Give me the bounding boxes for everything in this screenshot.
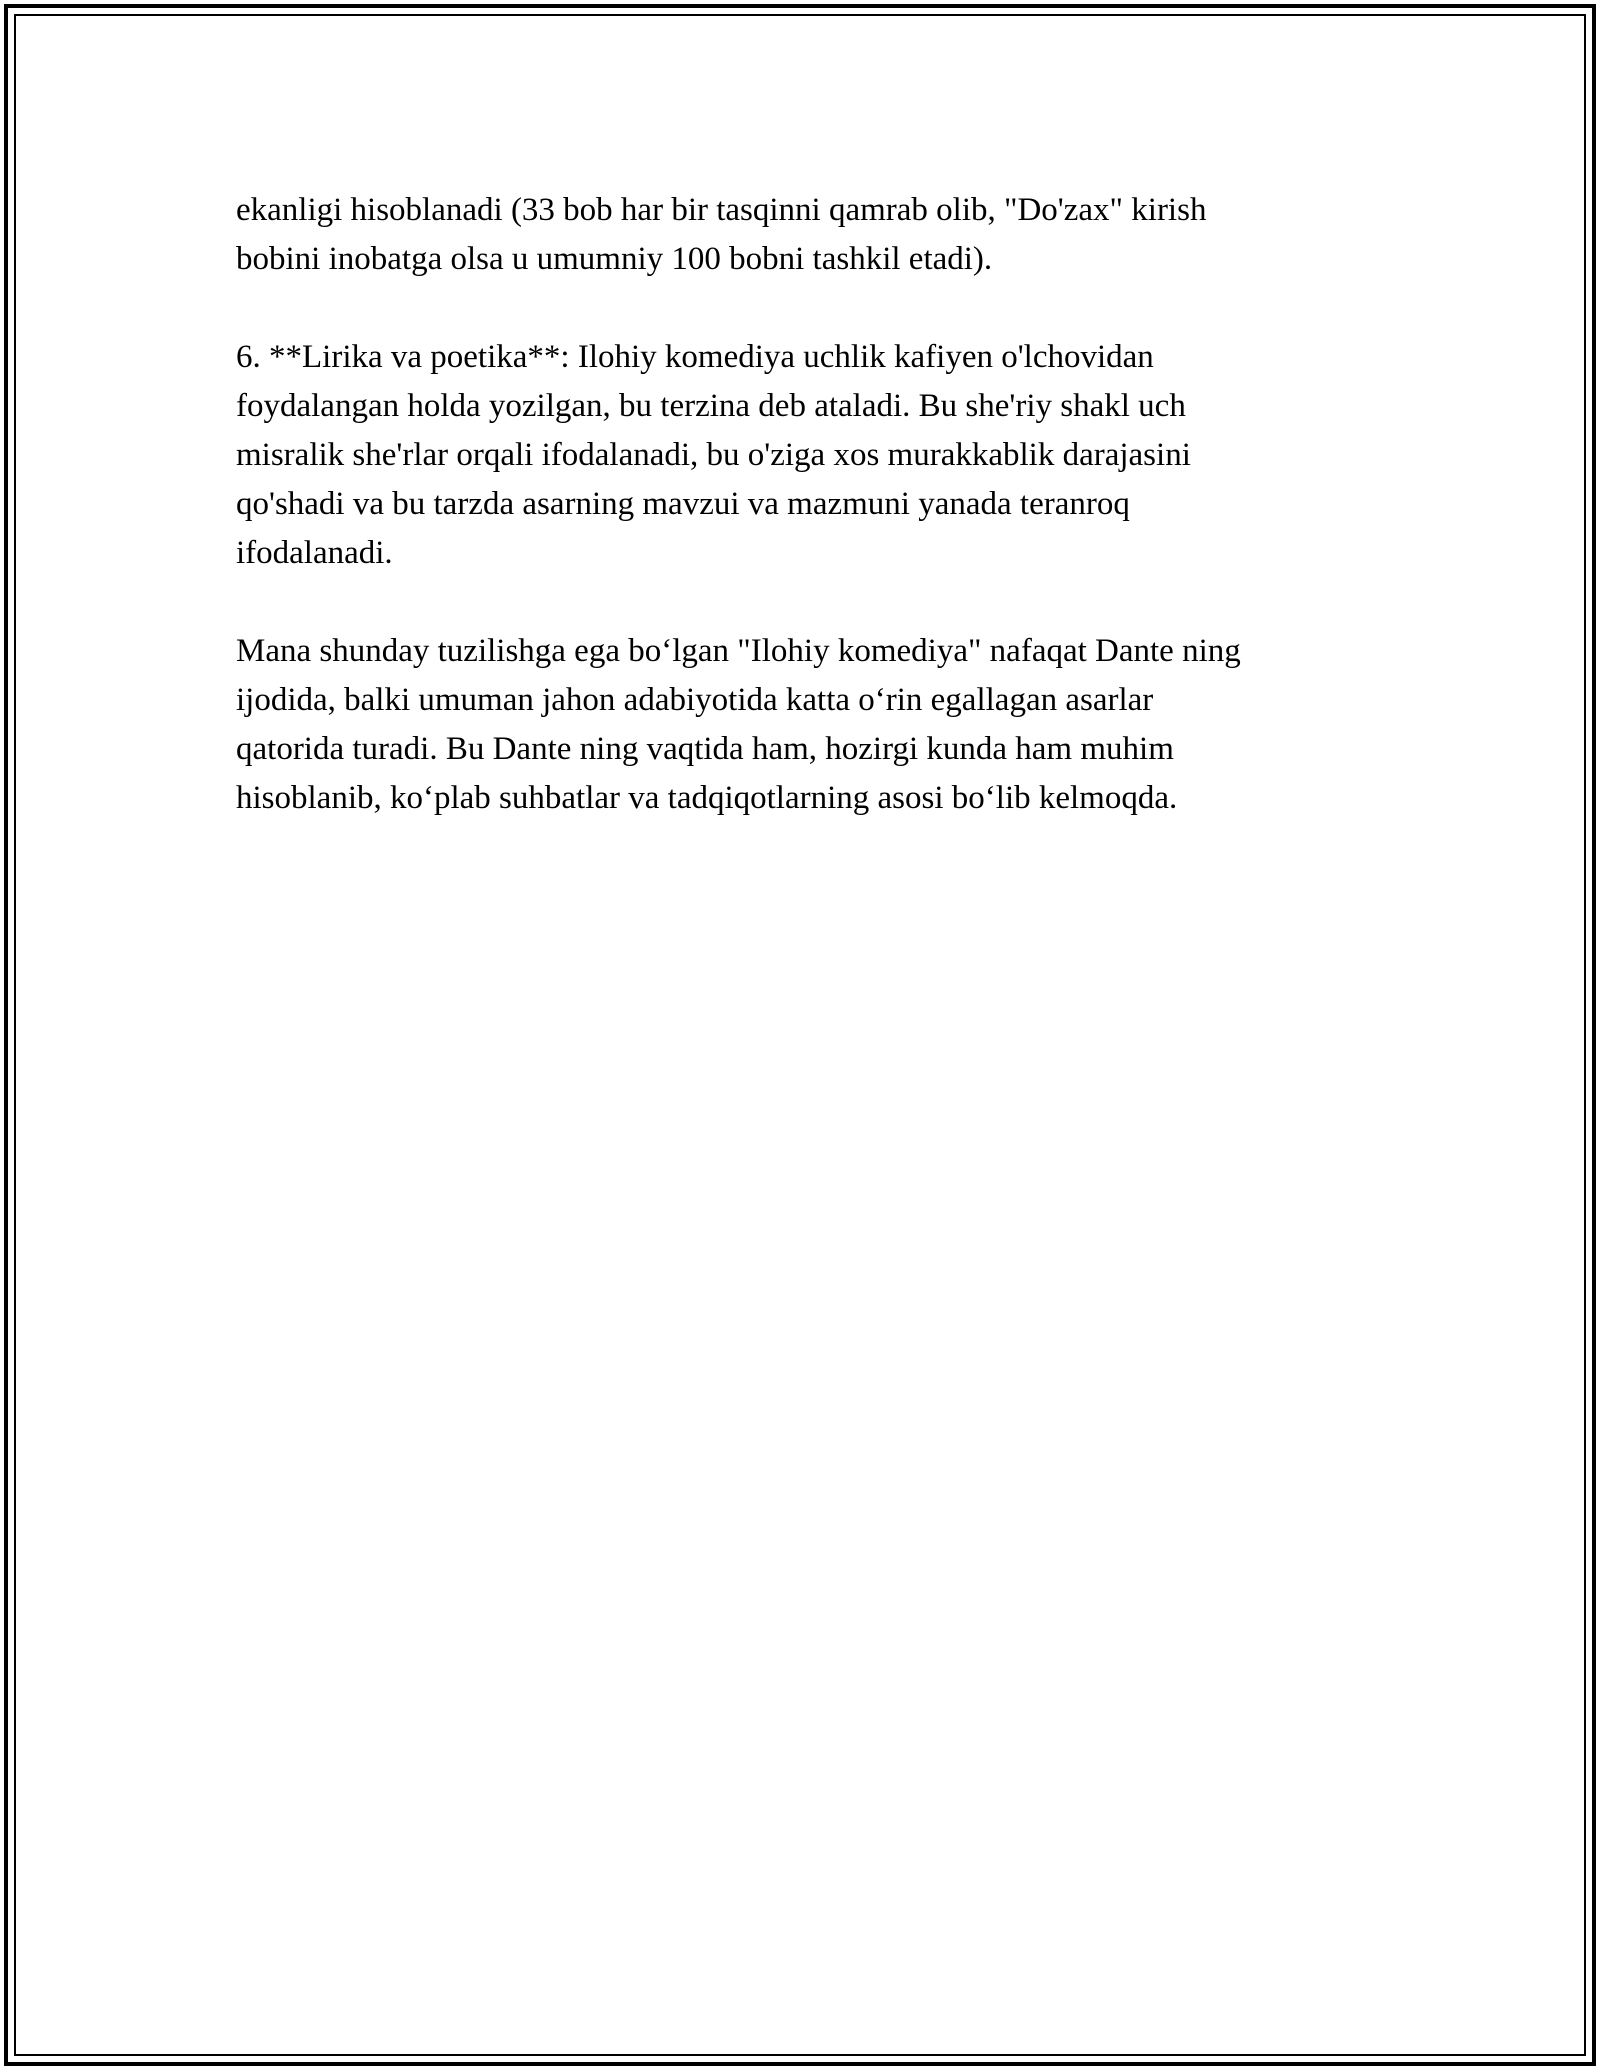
paragraph-conclusion: Mana shunday tuzilishga ega boʻlgan "Ilohiy komediya" nafaqat Dante ning ijodida, balki umuman jahon adabiyotida katta oʻrin egallagan asarlar qatorida turadi. Bu Dante ning vaqtida ham, hozirgi kunda ham muhim hisoblanib, koʻplab suhbatlar va tadqiqotlarning asosi boʻlib kelmoqda.	[236, 633, 1241, 816]
paragraph-continuation: ekanligi hisoblanadi (33 bob har bir tasqinni qamrab olib, "Do'zax" kirish bobini inobatga olsa u umumniy 100 bobni tashkil etadi).	[236, 192, 1207, 277]
paragraph-lirika-va-poetika: 6. **Lirika va poetika**: Ilohiy komediya uchlik kafiyen o'lchovidan foydalangan holda yozilgan, bu terzina deb ataladi. Bu she'riy shakl uch misralik she'rlar orqali ifodalanadi, bu o'ziga xos murakkablik darajasini qo'shadi va bu tarzda asarning mavzui va mazmuni yanada teranroq ifodalanadi.	[236, 339, 1191, 571]
document-body	[236, 186, 1366, 872]
